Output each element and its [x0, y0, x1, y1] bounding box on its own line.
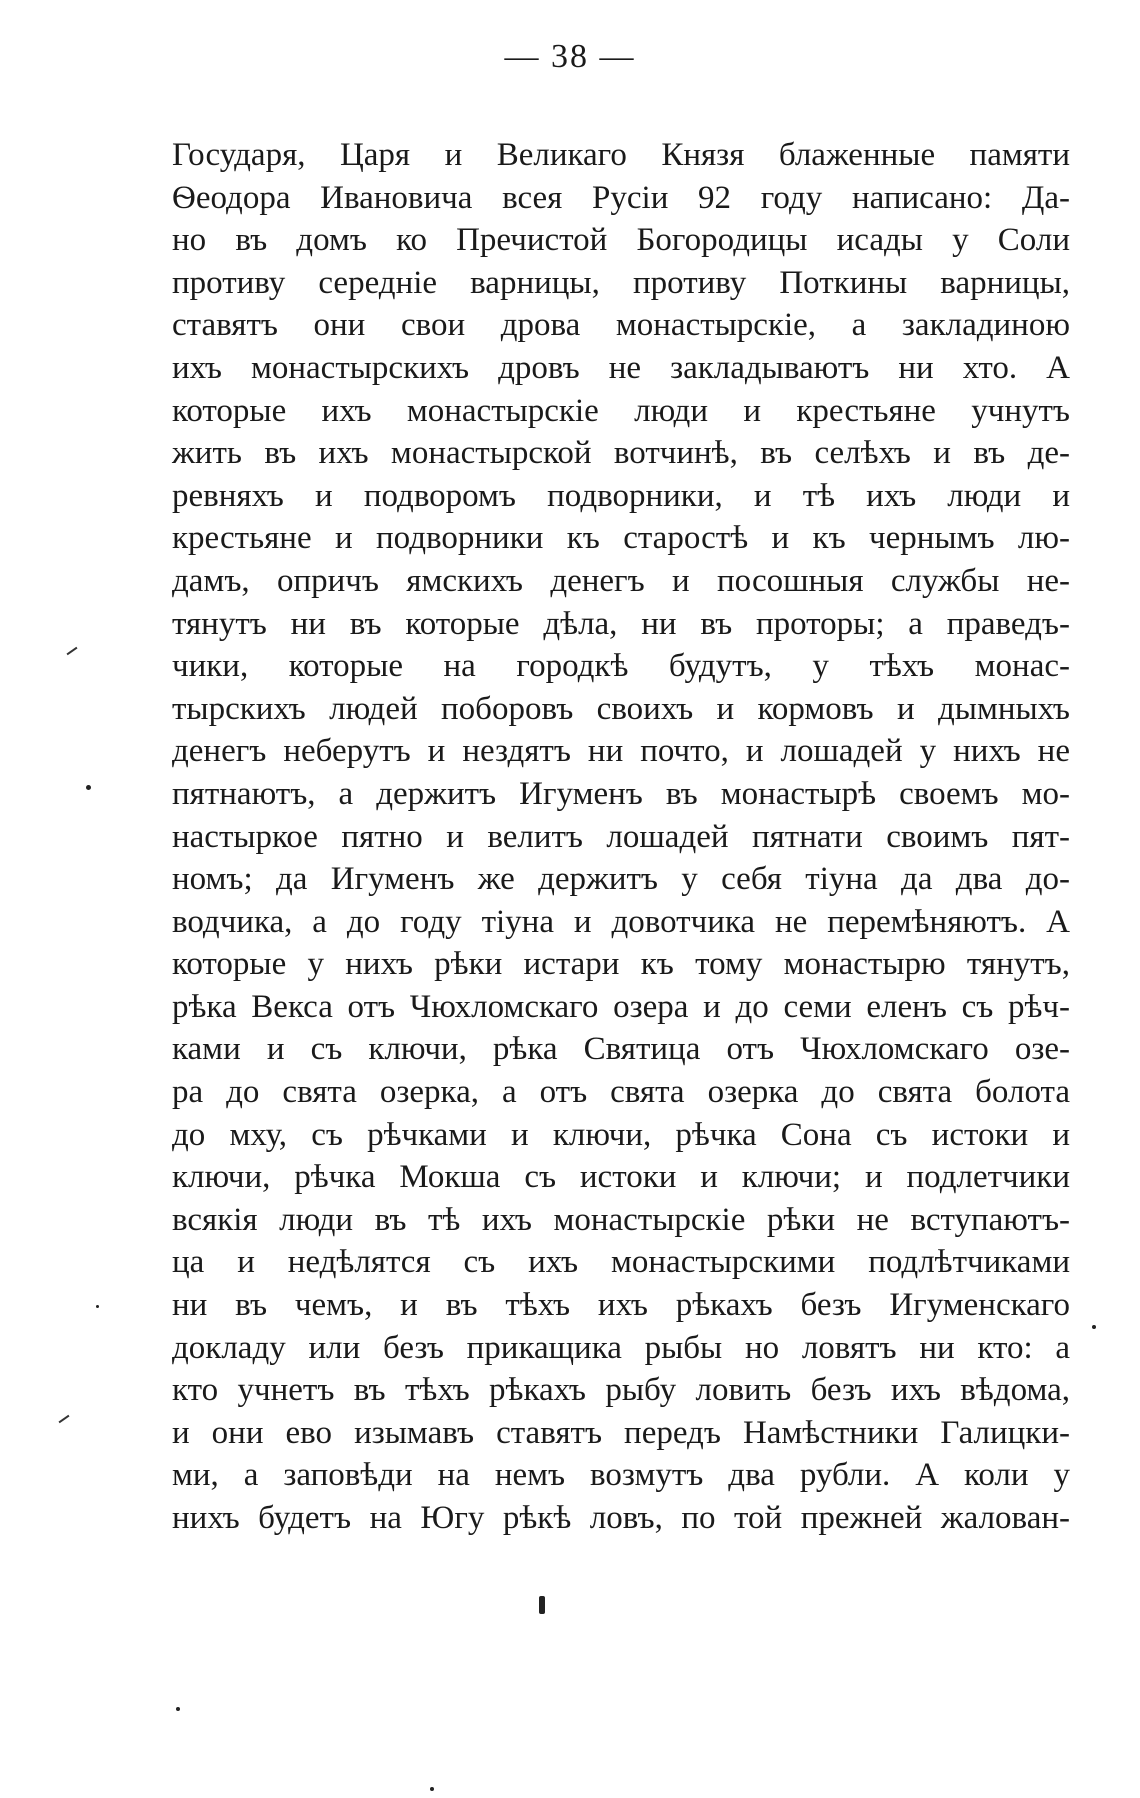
- text-line: ставятъ они свои дрова монастырскіе, а закладиною: [172, 307, 1070, 344]
- text-line: денегъ неберутъ и нездятъ ни почто, и лошадей у нихъ не: [172, 733, 1070, 770]
- text-line: противу середніе варницы, противу Поткины варницы,: [172, 264, 1070, 301]
- text-line: и они ево изымавъ ставятъ передъ Намѣстники Галицки-: [172, 1414, 1070, 1451]
- text-line: всякія люди въ тѣ ихъ монастырскіе рѣки не вступаютъ-: [172, 1201, 1070, 1238]
- text-line: ми, а заповѣди на немъ возмутъ два рубли. А коли у: [172, 1457, 1070, 1494]
- text-line: пятнаютъ, а держитъ Игуменъ въ монастырѣ своемъ мо-: [172, 775, 1070, 812]
- text-line: дамъ, опричъ ямскихъ денегъ и посошныя службы не-: [172, 562, 1070, 599]
- text-line: Ѳеодора Ивановича всея Русіи 92 году написано: Да-: [172, 179, 1070, 216]
- margin-speck: [430, 1787, 434, 1791]
- text-line: номъ; да Игуменъ же держитъ у себя тіуна да два до-: [172, 861, 1070, 898]
- text-line: рѣка Векса отъ Чюхломскаго озера и до семи еленъ съ рѣч-: [172, 988, 1070, 1025]
- text-line: нихъ будетъ на Югу рѣкѣ ловъ, по той прежней жалован-: [172, 1500, 1070, 1536]
- text-line: которые у нихъ рѣки истари къ тому монастырю тянутъ,: [172, 946, 1070, 983]
- margin-speck: [96, 1305, 99, 1308]
- body-text: [172, 134, 1070, 1540]
- text-line: чики, которые на городкѣ будутъ, у тѣхъ монас-: [172, 648, 1070, 685]
- text-line: жить въ ихъ монастырской вотчинѣ, въ селѣхъ и въ де-: [172, 435, 1070, 472]
- text-line: до мху, съ рѣчками и ключи, рѣчка Сона съ истоки и: [172, 1116, 1070, 1153]
- text-line: Государя, Царя и Великаго Князя блаженные памяти: [172, 137, 1070, 173]
- text-line: докладу или безъ прикащика рыбы но ловятъ ни кто: а: [172, 1329, 1070, 1366]
- text-line: кто учнетъ въ тѣхъ рѣкахъ рыбу ловить безъ ихъ вѣдома,: [172, 1372, 1070, 1409]
- text-line: водчика, а до году тіуна и довотчика не перемѣняютъ. А: [172, 903, 1070, 940]
- text-line: которые ихъ монастырскіе люди и крестьяне учнутъ: [172, 392, 1070, 429]
- margin-speck: [67, 647, 78, 656]
- margin-speck: [176, 1707, 180, 1711]
- text-line: ни въ чемъ, и въ тѣхъ ихъ рѣкахъ безъ Игуменскаго: [172, 1287, 1070, 1324]
- text-line: ревняхъ и подворомъ подворники, и тѣ ихъ люди и: [172, 477, 1070, 514]
- text-line: ихъ монастырскихъ дровъ не закладываютъ ни хто. А: [172, 349, 1070, 386]
- page-number: — 38 —: [504, 38, 636, 75]
- text-line: тянутъ ни въ которые дѣла, ни въ проторы; а праведъ-: [172, 605, 1070, 642]
- text-line: ца и недѣлятся съ ихъ монастырскими подлѣтчиками: [172, 1244, 1070, 1281]
- text-line: ра до свята озерка, а отъ свята озерка до свята болота: [172, 1074, 1070, 1111]
- margin-speck: [86, 785, 91, 790]
- text-line: крестьяне и подворники къ старостѣ и къ чернымъ лю-: [172, 520, 1070, 557]
- text-line: тырскихъ людей поборовъ своихъ и кормовъ и дымныхъ: [172, 690, 1070, 727]
- text-line: ками и съ ключи, рѣка Святица отъ Чюхломскаго озе-: [172, 1031, 1070, 1068]
- text-line: но въ домъ ко Пречистой Богородицы исады у Соли: [172, 222, 1070, 259]
- text-line: настыркое пятно и велитъ лошадей пятнати своимъ пят-: [172, 818, 1070, 855]
- margin-speck: [1092, 1325, 1096, 1329]
- signature-mark: [539, 1596, 545, 1614]
- margin-speck: [59, 1415, 70, 1424]
- text-line: ключи, рѣчка Мокша съ истоки и ключи; и подлетчики: [172, 1159, 1070, 1196]
